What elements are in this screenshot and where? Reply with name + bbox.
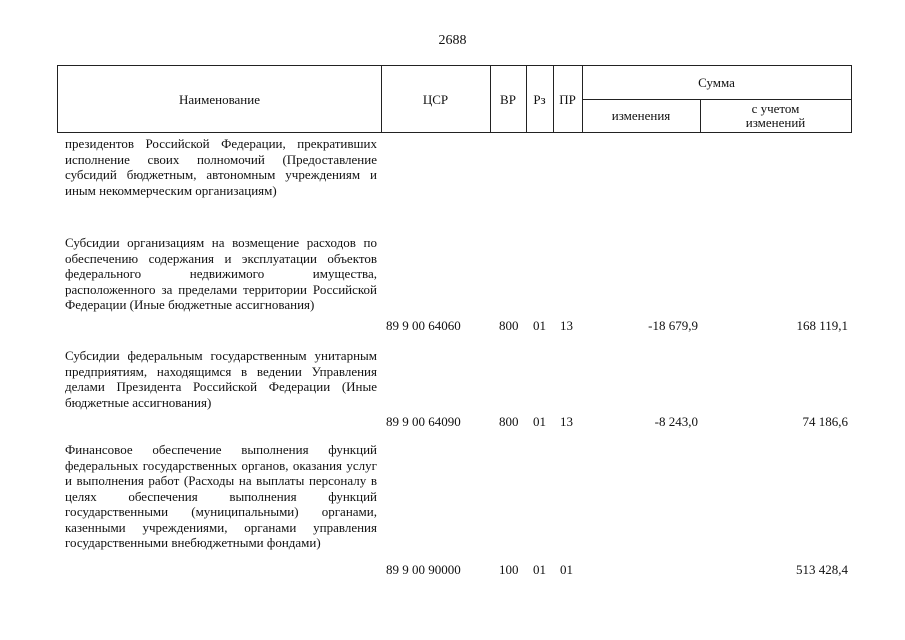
row-csr: 89 9 00 90000 — [386, 562, 461, 577]
header-with-change: с учетом изменений — [745, 100, 806, 130]
row-name: президентов Российской Федерации, прекративших исполнение своих полномочий (Предоставление субсидий бюджетным, автономным учреждениям и иным некоммерческим организациям) — [65, 136, 377, 198]
header-rz: Рз — [533, 92, 546, 107]
row-name: Субсидии федеральным государственным унитарным предприятиям, находящимся в ведении Управления делами Президента Российской Федерации (Иные бюджетные ассигнования) — [65, 348, 377, 410]
row-name: Финансовое обеспечение выполнения функций федеральных государственных органов, оказания услуг и выполнения работ (Расходы на выплаты персоналу в целях обеспечения выполнения функций государственными (муниципальными) органами, казенными учреждениями, органами управления государственными внебюджетными фондами) — [65, 442, 377, 550]
row-vr: 800 — [499, 318, 519, 333]
row-csr: 89 9 00 64090 — [386, 414, 461, 429]
row-pr: 13 — [560, 318, 573, 333]
row-name: Субсидии организациям на возмещение расходов по обеспечению содержания и эксплуатации объектов федерального недвижимого имущества, расположенного за пределами территории Российской Федерации (Иные бюджетные ассигнования) — [65, 235, 377, 312]
header-sum: Сумма — [698, 74, 735, 90]
row-total: 513 428,4 — [796, 562, 848, 577]
row-change: -8 243,0 — [654, 414, 698, 429]
header-change: изменения — [611, 107, 671, 123]
row-total: 168 119,1 — [796, 318, 848, 333]
header-vr: ВР — [500, 92, 516, 107]
row-total: 74 186,6 — [802, 414, 848, 429]
row-pr: 13 — [560, 414, 573, 429]
row-vr: 800 — [499, 414, 519, 429]
row-vr: 100 — [499, 562, 519, 577]
header-csr: ЦСР — [422, 92, 449, 107]
page-number: 2688 — [438, 33, 467, 48]
row-rz: 01 — [533, 414, 546, 429]
row-csr: 89 9 00 64060 — [386, 318, 461, 333]
header-name: Наименование — [179, 92, 260, 107]
row-change: -18 679,9 — [648, 318, 698, 333]
table-header — [57, 65, 852, 133]
row-rz: 01 — [533, 562, 546, 577]
header-pr: ПР — [559, 92, 576, 107]
row-pr: 01 — [560, 562, 573, 577]
row-rz: 01 — [533, 318, 546, 333]
